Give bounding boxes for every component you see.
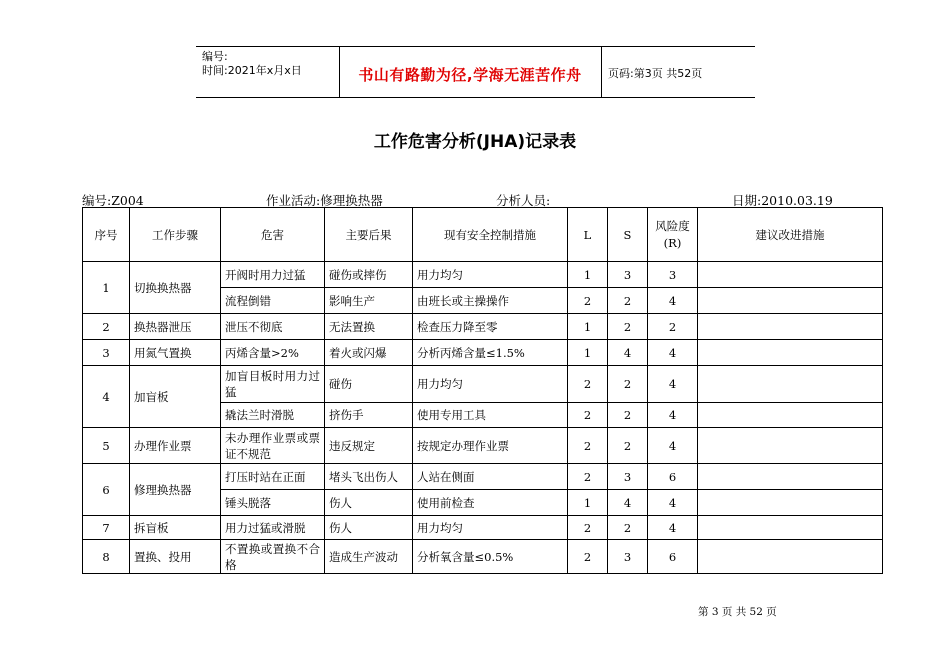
cell-risk: 4 bbox=[648, 366, 698, 403]
header-time-label: 时间:2021年x月x日 bbox=[202, 64, 302, 77]
cell-hazard: 加盲目板时用力过猛 bbox=[221, 366, 325, 403]
cell-risk: 4 bbox=[648, 340, 698, 366]
cell-consequence: 碰伤或摔伤 bbox=[325, 262, 413, 288]
cell-hazard: 打压时站在正面 bbox=[221, 464, 325, 490]
cell-l: 1 bbox=[568, 340, 608, 366]
cell-controls: 用力均匀 bbox=[413, 366, 568, 403]
meta-activity: 作业活动:修理换热器 bbox=[266, 193, 383, 208]
col-header-suggestion: 建议改进措施 bbox=[698, 208, 883, 262]
cell-risk: 4 bbox=[648, 490, 698, 516]
cell-hazard: 泄压不彻底 bbox=[221, 314, 325, 340]
cell-step: 拆盲板 bbox=[130, 516, 221, 540]
cell-consequence: 挤伤手 bbox=[325, 403, 413, 428]
col-header-hazard: 危害 bbox=[221, 208, 325, 262]
cell-risk: 2 bbox=[648, 314, 698, 340]
table-row bbox=[83, 262, 883, 288]
cell-suggestion bbox=[698, 490, 883, 516]
table-row bbox=[83, 314, 883, 340]
cell-controls: 使用前检查 bbox=[413, 490, 568, 516]
meta-analyst: 分析人员: bbox=[496, 193, 551, 208]
cell-controls: 使用专用工具 bbox=[413, 403, 568, 428]
cell-seq: 2 bbox=[83, 314, 130, 340]
cell-controls: 按规定办理作业票 bbox=[413, 428, 568, 464]
cell-s: 3 bbox=[608, 540, 648, 574]
cell-s: 2 bbox=[608, 516, 648, 540]
header-number-label: 编号: bbox=[202, 50, 228, 63]
cell-hazard: 用力过猛或滑脱 bbox=[221, 516, 325, 540]
cell-suggestion bbox=[698, 428, 883, 464]
cell-risk: 6 bbox=[648, 464, 698, 490]
cell-l: 1 bbox=[568, 262, 608, 288]
header-page-label: 页码:第3页 共52页 bbox=[608, 67, 703, 80]
cell-step: 修理换热器 bbox=[130, 464, 221, 516]
cell-seq: 1 bbox=[83, 262, 130, 314]
cell-s: 3 bbox=[608, 464, 648, 490]
cell-s: 2 bbox=[608, 366, 648, 403]
col-header-risk: 风险度(R) bbox=[648, 208, 698, 262]
col-header-step: 工作步骤 bbox=[130, 208, 221, 262]
page-header bbox=[196, 46, 755, 98]
cell-l: 2 bbox=[568, 428, 608, 464]
cell-l: 2 bbox=[568, 516, 608, 540]
cell-controls: 用力均匀 bbox=[413, 262, 568, 288]
cell-hazard: 不置换或置换不合格 bbox=[221, 540, 325, 574]
table-row bbox=[83, 516, 883, 540]
cell-l: 1 bbox=[568, 314, 608, 340]
page-footer: 第 3 页 共 52 页 bbox=[698, 606, 777, 618]
cell-controls: 用力均匀 bbox=[413, 516, 568, 540]
cell-s: 4 bbox=[608, 490, 648, 516]
cell-seq: 4 bbox=[83, 366, 130, 428]
table-row bbox=[83, 540, 883, 574]
cell-suggestion bbox=[698, 340, 883, 366]
cell-consequence: 伤人 bbox=[325, 490, 413, 516]
cell-consequence: 着火或闪爆 bbox=[325, 340, 413, 366]
col-header-consequence: 主要后果 bbox=[325, 208, 413, 262]
cell-suggestion bbox=[698, 403, 883, 428]
table-row bbox=[83, 428, 883, 464]
cell-l: 2 bbox=[568, 288, 608, 314]
col-header-l: L bbox=[568, 208, 608, 262]
cell-s: 2 bbox=[608, 314, 648, 340]
cell-seq: 6 bbox=[83, 464, 130, 516]
cell-seq: 7 bbox=[83, 516, 130, 540]
cell-hazard: 开阀时用力过猛 bbox=[221, 262, 325, 288]
cell-risk: 4 bbox=[648, 428, 698, 464]
cell-s: 2 bbox=[608, 428, 648, 464]
table-row bbox=[83, 366, 883, 403]
cell-step: 置换、投用 bbox=[130, 540, 221, 574]
col-header-controls: 现有安全控制措施 bbox=[413, 208, 568, 262]
cell-controls: 检查压力降至零 bbox=[413, 314, 568, 340]
cell-suggestion bbox=[698, 464, 883, 490]
header-left bbox=[202, 50, 302, 78]
cell-suggestion bbox=[698, 540, 883, 574]
cell-consequence: 碰伤 bbox=[325, 366, 413, 403]
cell-hazard: 撬法兰时滑脱 bbox=[221, 403, 325, 428]
jha-table bbox=[82, 207, 883, 574]
cell-controls: 分析丙烯含量≤1.5% bbox=[413, 340, 568, 366]
cell-l: 2 bbox=[568, 540, 608, 574]
cell-s: 4 bbox=[608, 340, 648, 366]
cell-l: 1 bbox=[568, 490, 608, 516]
table-header-row bbox=[83, 208, 883, 262]
cell-hazard: 流程倒错 bbox=[221, 288, 325, 314]
document-title: 工作危害分析(JHA)记录表 bbox=[373, 132, 577, 152]
cell-suggestion bbox=[698, 366, 883, 403]
cell-consequence: 违反规定 bbox=[325, 428, 413, 464]
cell-suggestion bbox=[698, 314, 883, 340]
header-divider bbox=[601, 47, 602, 97]
cell-l: 2 bbox=[568, 366, 608, 403]
cell-risk: 4 bbox=[648, 516, 698, 540]
cell-s: 2 bbox=[608, 403, 648, 428]
cell-seq: 8 bbox=[83, 540, 130, 574]
cell-seq: 3 bbox=[83, 340, 130, 366]
cell-seq: 5 bbox=[83, 428, 130, 464]
cell-step: 用氮气置换 bbox=[130, 340, 221, 366]
col-header-seq: 序号 bbox=[83, 208, 130, 262]
table-row bbox=[83, 340, 883, 366]
cell-step: 换热器泄压 bbox=[130, 314, 221, 340]
cell-consequence: 伤人 bbox=[325, 516, 413, 540]
cell-l: 2 bbox=[568, 403, 608, 428]
cell-controls: 分析氧含量≤0.5% bbox=[413, 540, 568, 574]
cell-risk: 3 bbox=[648, 262, 698, 288]
cell-s: 3 bbox=[608, 262, 648, 288]
cell-risk: 4 bbox=[648, 403, 698, 428]
cell-suggestion bbox=[698, 516, 883, 540]
cell-step: 办理作业票 bbox=[130, 428, 221, 464]
cell-suggestion bbox=[698, 288, 883, 314]
cell-consequence: 无法置换 bbox=[325, 314, 413, 340]
cell-hazard: 未办理作业票或票证不规范 bbox=[221, 428, 325, 464]
cell-controls: 由班长或主操操作 bbox=[413, 288, 568, 314]
cell-risk: 4 bbox=[648, 288, 698, 314]
table-row bbox=[83, 464, 883, 490]
cell-consequence: 造成生产波动 bbox=[325, 540, 413, 574]
cell-hazard: 锤头脱落 bbox=[221, 490, 325, 516]
cell-controls: 人站在侧面 bbox=[413, 464, 568, 490]
cell-risk: 6 bbox=[648, 540, 698, 574]
col-header-s: S bbox=[608, 208, 648, 262]
cell-s: 2 bbox=[608, 288, 648, 314]
cell-step: 切换换热器 bbox=[130, 262, 221, 314]
cell-consequence: 影响生产 bbox=[325, 288, 413, 314]
cell-l: 2 bbox=[568, 464, 608, 490]
cell-hazard: 丙烯含量>2% bbox=[221, 340, 325, 366]
meta-number: 编号:Z004 bbox=[82, 193, 144, 208]
cell-suggestion bbox=[698, 262, 883, 288]
cell-step: 加盲板 bbox=[130, 366, 221, 428]
cell-consequence: 堵头飞出伤人 bbox=[325, 464, 413, 490]
meta-date: 日期:2010.03.19 bbox=[732, 193, 833, 208]
header-motto: 书山有路勤为径,学海无涯苦作舟 bbox=[358, 66, 582, 84]
